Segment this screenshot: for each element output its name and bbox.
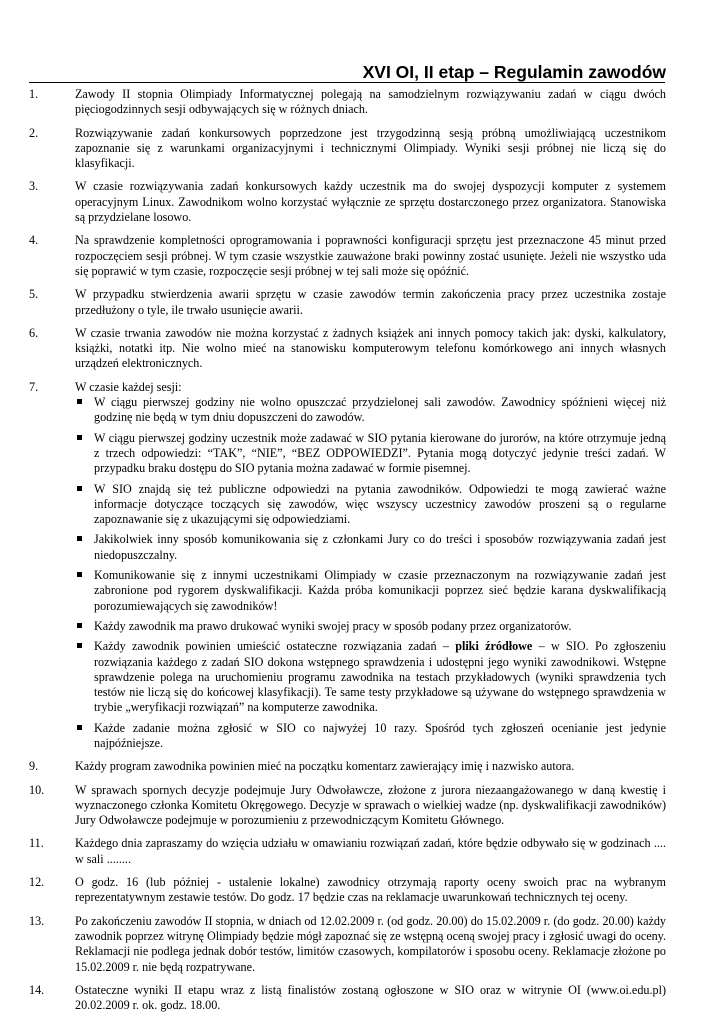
header-divider	[29, 82, 665, 83]
square-bullet-icon	[77, 572, 82, 577]
session-rule-text: Komunikowanie się z innymi uczestnikami Olimpiady w czasie przeznaczonym na rozwiązywanie zadań jest zabronione pod rygorem dyskwalifikacji. Każda próba komunikacji poprzez sieć będzie karana dyskwalifikacją porozumiewających się zawodników!	[94, 568, 666, 613]
rule-item	[29, 914, 666, 975]
session-rule-text: W SIO znajdą się też publiczne odpowiedzi na pytania zawodników. Odpowiedzi te mogą zawierać ważne informacje dotyczące toczących się zawodów, więc wszyscy uczestnicy zawodów proszeni są o regularne zapoznawanie się z ukazującymi się odpowiedziami.	[94, 481, 666, 527]
session-rule-text-end: – w SIO. Po zgłoszeniu rozwiązania każdego z zadań SIO dokona wstępnego sprawdzenia i udostępni jego wyniki zawodnikowi. Wstępne sprawdzenie polega na uruchomieniu programu zawodnika na testach przykładowych (wyniki sprawdzenia tych testów nie liczą się do końcowej klasyfikacji). Te same testy przykładowe są używane do wstępnego sprawdzenia w trybie „weryfikacji rozwiązań” na komputerze zawodnika.	[94, 639, 666, 715]
session-rule-item	[75, 395, 666, 426]
rule-text: Po zakończeniu zawodów II stopnia, w dniach od 12.02.2009 r. (od godz. 20.00) do 15.02.2009 r. (do godz. 20.00) każdy zawodnik poprzez witrynę Olimpiady będzie mógł zapoznać się ze wstępną oceną swojej pracy i zgłosić uwagi do oceny. Reklamacji nie podlega jednak dobór testów, limitów czasowych, kompilatorów i sposobu oceny. Reklamacje złożone po 15.02.2009 r. nie będą rozpatrywane.	[75, 913, 666, 974]
rule-text: Rozwiązywanie zadań konkursowych poprzedzone jest trzygodzinną sesją próbną umożliwiającą uczestnikom zapoznanie się z warunkami organizacyjnymi i technicznymi Olimpiady. Wyniki sesji próbnej nie liczą się do klasyfikacji.	[75, 125, 666, 171]
rule-item	[29, 326, 666, 372]
square-bullet-icon	[77, 486, 82, 491]
rule-text: Na sprawdzenie kompletności oprogramowania i poprawności konfiguracji sprzętu jest przeznaczone 45 minut przed rozpoczęciem sesji próbnej. W tym czasie wszystkie zauważone braki powinny zostać usunięte. Jeżeli nie wszystko uda się poprawić w tym czasie, rozpoczęcie sesji próbnej w tej sali może się opóźnić.	[75, 233, 666, 278]
rules-list	[29, 87, 666, 1021]
rule-item	[29, 759, 666, 774]
session-rule-text: W ciągu pierwszej godziny nie wolno opuszczać przydzielonej sali zawodów. Zawodnicy spóźnieni więcej niż godzinę nie będą w tym dniu dopuszczeni do zawodów.	[94, 395, 666, 425]
rule-text: O godz. 16 (lub później - ustalenie lokalne) zawodnicy otrzymają raporty oceny swoich prac na wybranym reprezentatywnym zestawie testów. Do godz. 17 będzie czas na reklamacje uwarunkowań technicznych tej oceny.	[75, 875, 666, 905]
session-rule-item	[75, 619, 666, 634]
rule-text: W czasie rozwiązywania zadań konkursowych każdy uczestnik ma do swojej dyspozycji komputer z systemem operacyjnym Linux. Zawodnikom wolno korzystać wyłącznie ze sprzętu dostarczonego przez organizatora. Stanowiska są przydzielane losowo.	[75, 179, 666, 225]
session-rule-item	[75, 639, 666, 715]
square-bullet-icon	[77, 536, 82, 541]
session-rule-item	[75, 431, 666, 477]
session-rule-text: Każdy zawodnik ma prawo drukować wyniki swojej pracy w sposób podany przez organizatorów.	[94, 618, 572, 633]
page-title: XVI OI, II etap – Regulamin zawodów	[362, 62, 666, 82]
rule-number: 6.	[29, 325, 39, 340]
session-rule-item	[75, 568, 666, 614]
rule-item	[29, 983, 666, 1014]
rule-text: Ostateczne wyniki II etapu wraz z listą finalistów zostaną ogłoszone w SIO oraz w witrynie OI (www.oi.edu.pl) 20.02.2009 r. ok. godz. 18.00.	[75, 982, 666, 1013]
rule-number: 13.	[29, 913, 45, 928]
rule-number: 12.	[29, 875, 45, 890]
rule-number: 11.	[29, 836, 44, 851]
rule-item	[29, 179, 666, 225]
rule-text: Zawody II stopnia Olimpiady Informatycznej polegają na samodzielnym rozwiązywaniu zadań w ciągu dwóch pięciogodzinnych sesji odbywających się w różnych dniach.	[75, 87, 666, 117]
session-rule-item	[75, 721, 666, 752]
session-rule-item	[75, 482, 666, 528]
session-rule-item	[75, 532, 666, 563]
rule-item	[29, 287, 666, 318]
rule-text: Każdy program zawodnika powinien mieć na początku komentarz zawierający imię i nazwisko autora.	[75, 759, 575, 774]
rule-number: 1.	[29, 87, 39, 101]
rule-text: W sprawach spornych decyzje podejmuje Jury Odwoławcze, złożone z jurora niezaangażowanego w daną kwestię i wyznaczonego członka Komitetu Okręgowego. Decyzje w sprawach o wielkiej wadze (np. dyskwalifikacji zawodników) Jury Odwoławcze podejmuje w porozumieniu z przewodniczącym Komitetu Głównego.	[75, 782, 666, 828]
rule-text: W czasie trwania zawodów nie można korzystać z żadnych książek ani innych pomocy takich jak: dyski, kalkulatory, książki, notatki itp. Nie wolno mieć na stanowisku komputerowym telefonu komórkowego ani innych własnych urządzeń elektronicznych.	[75, 325, 666, 371]
rule-text: W czasie każdej sesji:	[75, 379, 182, 394]
rule-number: 5.	[29, 287, 39, 302]
rule-number: 7.	[29, 379, 39, 394]
rule-item	[29, 87, 666, 118]
rule-number: 4.	[29, 233, 39, 248]
rule-number: 2.	[29, 125, 39, 140]
rule-item	[29, 126, 666, 172]
rule-item	[29, 836, 666, 867]
square-bullet-icon	[77, 725, 82, 730]
session-rule-text: Jakikolwiek inny sposób komunikowania się z członkami Jury co do treści i sposobów rozwiązywania zadań jest niedopuszczalny.	[94, 532, 666, 562]
session-rules-list	[75, 395, 666, 751]
rule-item	[29, 783, 666, 829]
rule-number: 10.	[29, 782, 45, 797]
session-rule-text-start: Każdy zawodnik powinien umieścić ostateczne rozwiązania zadań –	[94, 639, 456, 654]
rule-number: 9.	[29, 759, 39, 774]
rule-number: 3.	[29, 179, 39, 194]
session-rule-text: W ciągu pierwszej godziny uczestnik może zadawać w SIO pytania kierowane do jurorów, na które otrzymuje jedną z trzech odpowiedzi: “TAK”, “NIE”, “BEZ ODPOWIEDZI”. Pytania mogą dotyczyć jedynie treści zadań. W przypadku braku dostępu do SIO pytania można zadawać w formie pisemnej.	[94, 430, 666, 476]
rule-number: 14.	[29, 982, 45, 997]
square-bullet-icon	[77, 399, 82, 404]
session-rule-emphasis: pliki źródłowe	[455, 639, 533, 654]
rule-text: Każdego dnia zapraszamy do wzięcia udziału w omawianiu rozwiązań zadań, które będzie odbywało się w godzinach .... w sali ........	[75, 836, 666, 866]
rule-text: W przypadku stwierdzenia awarii sprzętu w czasie zawodów termin zakończenia pracy przez uczestnika zostaje przedłużony o tyle, ile trwało usunięcie awarii.	[75, 287, 666, 317]
rule-item	[29, 875, 666, 906]
rule-item	[29, 233, 666, 279]
session-rule-text: Każde zadanie można zgłosić w SIO co najwyżej 10 razy. Spośród tych zgłoszeń ocenianie jest jedynie najpóźniejsze.	[94, 720, 666, 750]
square-bullet-icon	[77, 623, 82, 628]
square-bullet-icon	[77, 435, 82, 440]
square-bullet-icon	[77, 643, 82, 648]
rule-item	[29, 380, 666, 752]
